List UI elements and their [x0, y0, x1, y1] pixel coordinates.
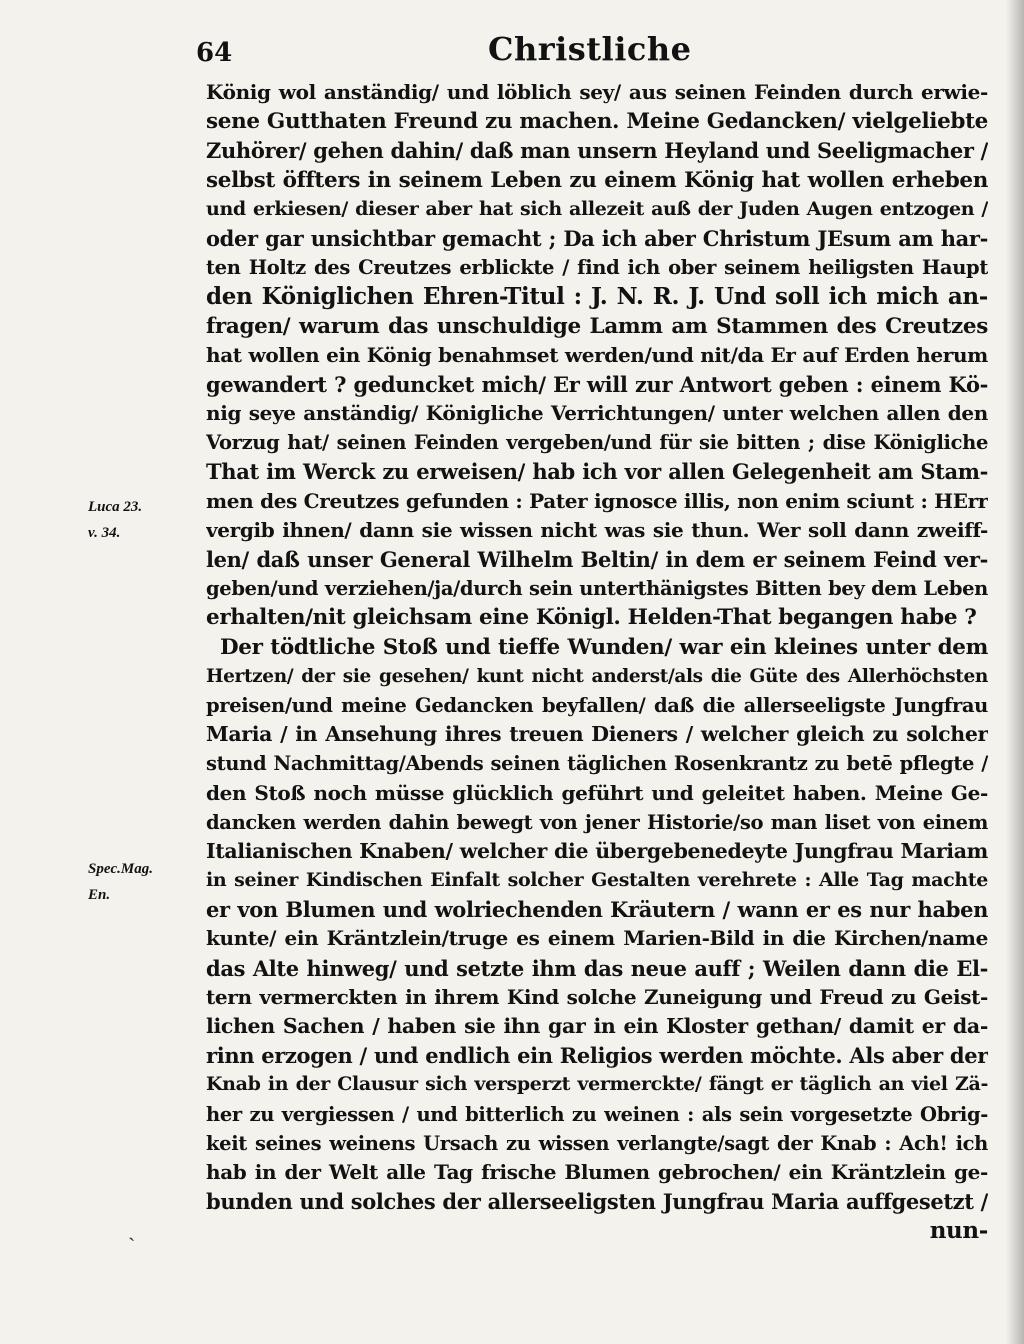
text-line: erhalten/nit gleichsam eine Königl. Helden-That begangen habe ?	[206, 605, 977, 631]
text-line: Knab in der Clausur sich versperzt vermerckte/ fängt er täglich an viel Zä-	[206, 1073, 988, 1096]
text-line: stund Nachmittag/Abends seinen täglichen Rosenkrantz zu betē pflegte /	[206, 752, 988, 776]
margin-note-spec	[88, 856, 153, 908]
text-line: bunden und solches der allerseeligsten Jungfrau Maria auffgesetzt /	[206, 1189, 988, 1215]
text-line: fragen/ warum das unschuldige Lamm am Stammen des Creutzes	[206, 313, 988, 339]
ink-mark: ˏ	[128, 1217, 136, 1242]
text-line: lichen Sachen / haben sie ihn gar in ein Kloster gethan/ damit er da-	[206, 1014, 988, 1038]
text-line: hab in der Welt alle Tag frische Blumen gebrochen/ ein Kräntzlein ge-	[206, 1159, 988, 1184]
text-line: ten Holtz des Creutzes erblickte / find ich ober seinem heiligsten Haupt	[206, 256, 988, 280]
text-line: keit seines weinens Ursach zu wissen verlangte/sagt der Knab : Ach! ich	[206, 1131, 988, 1155]
margin-note-line: En.	[88, 887, 111, 903]
text-line: rinn erzogen / und endlich ein Religios werden möchte. Als aber der	[206, 1043, 988, 1069]
text-line: und erkiesen/ dieser aber hat sich allezeit auß der Juden Augen entzogen /	[206, 197, 988, 220]
text-line: den Stoß noch müsse glücklich geführt und geleitet haben. Meine Ge-	[206, 780, 988, 805]
page-edge-shadow	[1006, 0, 1024, 1344]
text-line: er von Blumen und wolriechenden Kräutern / wann er es nur haben	[206, 897, 988, 923]
text-line: hat wollen ein König benahmset werden/und nit/da Er auf Erden herum	[206, 342, 988, 367]
text-line: selbst öffters in seinem Leben zu einem König hat wollen erheben	[206, 167, 988, 193]
text-line: das Alte hinweg/ und setzte ihm das neue auff ; Weilen dann die El-	[206, 955, 988, 981]
text-line: den Königlichen Ehren-Titul : J. N. R. J. Und soll ich mich an-	[206, 283, 988, 311]
text-line: len/ daß unser General Wilhelm Beltin/ in dem er seinem Feind ver-	[206, 547, 988, 572]
running-head: Christliche	[488, 30, 692, 68]
text-line: König wol anständig/ und löblich sey/ aus seinen Feinden durch erwie-	[206, 80, 988, 104]
text-line: tern vermerckten in ihrem Kind solche Zuneigung und Freud zu Geist-	[206, 984, 988, 1009]
text-line: kunte/ ein Kräntzlein/truge es einem Marien-Bild in die Kirchen/name	[206, 926, 988, 951]
text-line: Der tödtliche Stoß und tieffe Wunden/ war ein kleines unter dem	[220, 634, 988, 660]
text-line: Hertzen/ der sie gesehen/ kunt nicht anderst/als die Güte des Allerhöchsten	[206, 665, 988, 687]
text-line: vergib ihnen/ dann sie wissen nicht was sie thun. Wer soll dann zweiff-	[206, 517, 988, 542]
page-number: 64	[196, 38, 233, 68]
text-line: Italianischen Knaben/ welcher die übergebenedeyte Jungfrau Mariam	[206, 838, 988, 863]
text-line: dancken werden dahin bewegt von jener Historie/so man liset von einem	[206, 810, 988, 834]
margin-note-line: Luca 23.	[88, 499, 143, 515]
margin-note-luca	[88, 494, 142, 546]
text-line: sene Gutthaten Freund zu machen. Meine Gedancken/ vielgeliebte	[206, 109, 988, 135]
text-line: Vorzug hat/ seinen Feinden vergeben/und für sie bitten ; dise Königliche	[206, 431, 988, 455]
text-line: in seiner Kindischen Einfalt solcher Gestalten verehrete : Alle Tag machte	[206, 869, 988, 892]
body-text	[206, 78, 988, 1246]
text-line: oder gar unsichtbar gemacht ; Da ich aber Christum JEsum am har-	[206, 225, 988, 251]
text-line: geben/und verziehen/ja/durch sein unterthänigstes Bitten bey dem Leben	[206, 577, 988, 601]
text-line: men des Creutzes gefunden : Pater ignosce illis, non enim sciunt : HErr	[206, 488, 988, 513]
text-line: Zuhörer/ gehen dahin/ daß man unsern Heyland und Seeligmacher /	[206, 138, 988, 164]
catchword: nun-	[929, 1217, 988, 1245]
margin-note-line: v. 34.	[88, 525, 121, 541]
text-line: her zu vergiessen / und bitterlich zu weinen : als sein vorgesetzte Obrig-	[206, 1102, 988, 1126]
text-line: That im Werck zu erweisen/ hab ich vor allen Gelegenheit am Stam-	[206, 459, 988, 485]
text-line: gewandert ? geduncket mich/ Er will zur Antwort geben : einem Kö-	[206, 371, 988, 397]
margin-note-line: Spec.Mag.	[88, 861, 153, 877]
text-line: Maria / in Ansehung ihres treuen Dieners / welcher gleich zu solcher	[206, 722, 988, 747]
text-line: preisen/und meine Gedancken beyfallen/ daß die allerseeligste Jungfrau	[206, 693, 988, 717]
text-line: nig seye anständig/ Königliche Verrichtungen/ unter welchen allen den	[206, 401, 988, 426]
